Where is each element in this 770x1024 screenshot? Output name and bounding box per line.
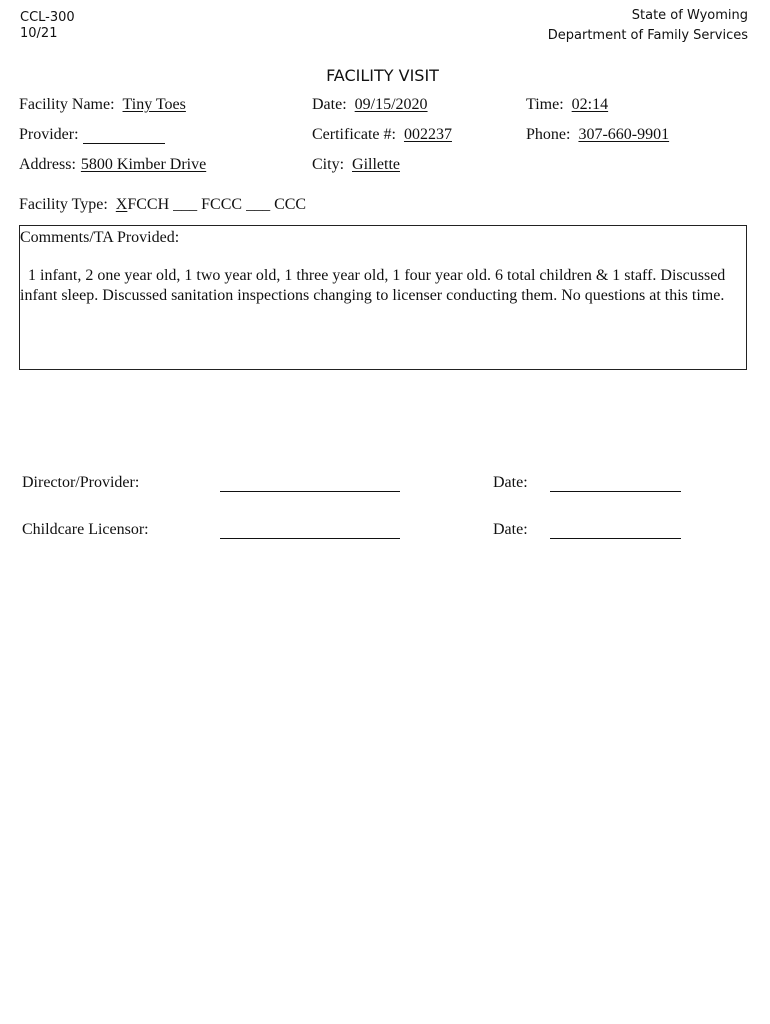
facility-type-label: Facility Type: (19, 196, 108, 213)
date-field (312, 96, 428, 114)
certificate-label: Certificate #: (312, 126, 396, 143)
phone-value: 307-660-9901 (578, 126, 670, 143)
licensor-date-line (550, 538, 681, 539)
address-value: 5800 Kimber Drive (80, 156, 207, 173)
state-name: State of Wyoming (631, 8, 748, 23)
childcare-licensor-label: Childcare Licensor: (22, 521, 149, 538)
comments-text: 1 infant, 2 one year old, 1 two year old, 1 three year old, 1 four year old. 6 total children & 1 staff. Discussed infant sleep. Discussed sanitation inspections changing to licenser conducting them. No questions at this time. (20, 267, 726, 304)
director-date-label: Date: (493, 474, 528, 491)
fccc-blank: ___ (173, 196, 198, 213)
ccc-blank: ___ (246, 196, 271, 213)
date-value: 09/15/2020 (354, 96, 428, 113)
time-value: 02:14 (571, 96, 609, 113)
facility-type-mark: X (115, 196, 128, 213)
provider-label: Provider: (19, 126, 79, 143)
facility-name-value: Tiny Toes (122, 96, 186, 113)
facility-type-field (19, 196, 306, 214)
certificate-value: 002237 (403, 126, 452, 143)
licensor-signature-line (220, 538, 400, 539)
address-label: Address: (19, 156, 76, 173)
city-value: Gillette (352, 156, 400, 173)
department-name: Department of Family Services (547, 28, 748, 43)
facility-type-ccc: CCC (274, 196, 307, 213)
facility-name-label: Facility Name: (19, 96, 115, 113)
city-label: City: (312, 156, 345, 173)
director-date-line (550, 491, 681, 492)
form-code: CCL-300 (20, 10, 75, 25)
director-signature-line (220, 491, 400, 492)
provider-field (19, 126, 79, 144)
phone-label: Phone: (526, 126, 571, 143)
provider-blank-line (83, 143, 165, 144)
form-code-block (20, 10, 75, 42)
address-field (19, 156, 206, 174)
form-revision-date: 10/21 (20, 26, 58, 41)
date-label: Date: (312, 96, 347, 113)
time-label: Time: (526, 96, 564, 113)
phone-field (526, 126, 669, 144)
comments-label: Comments/TA Provided: (20, 229, 180, 246)
page-title: FACILITY VISIT (326, 66, 439, 85)
agency-block (548, 6, 748, 46)
comments-box (19, 225, 747, 370)
director-provider-label: Director/Provider: (22, 474, 140, 491)
time-field (526, 96, 608, 114)
city-field (312, 156, 400, 174)
licensor-date-label: Date: (493, 521, 528, 538)
facility-name-field (19, 96, 186, 114)
facility-type-fccc: FCCC (201, 196, 243, 213)
certificate-field (312, 126, 452, 144)
facility-type-fcch: FCCH (127, 196, 170, 213)
